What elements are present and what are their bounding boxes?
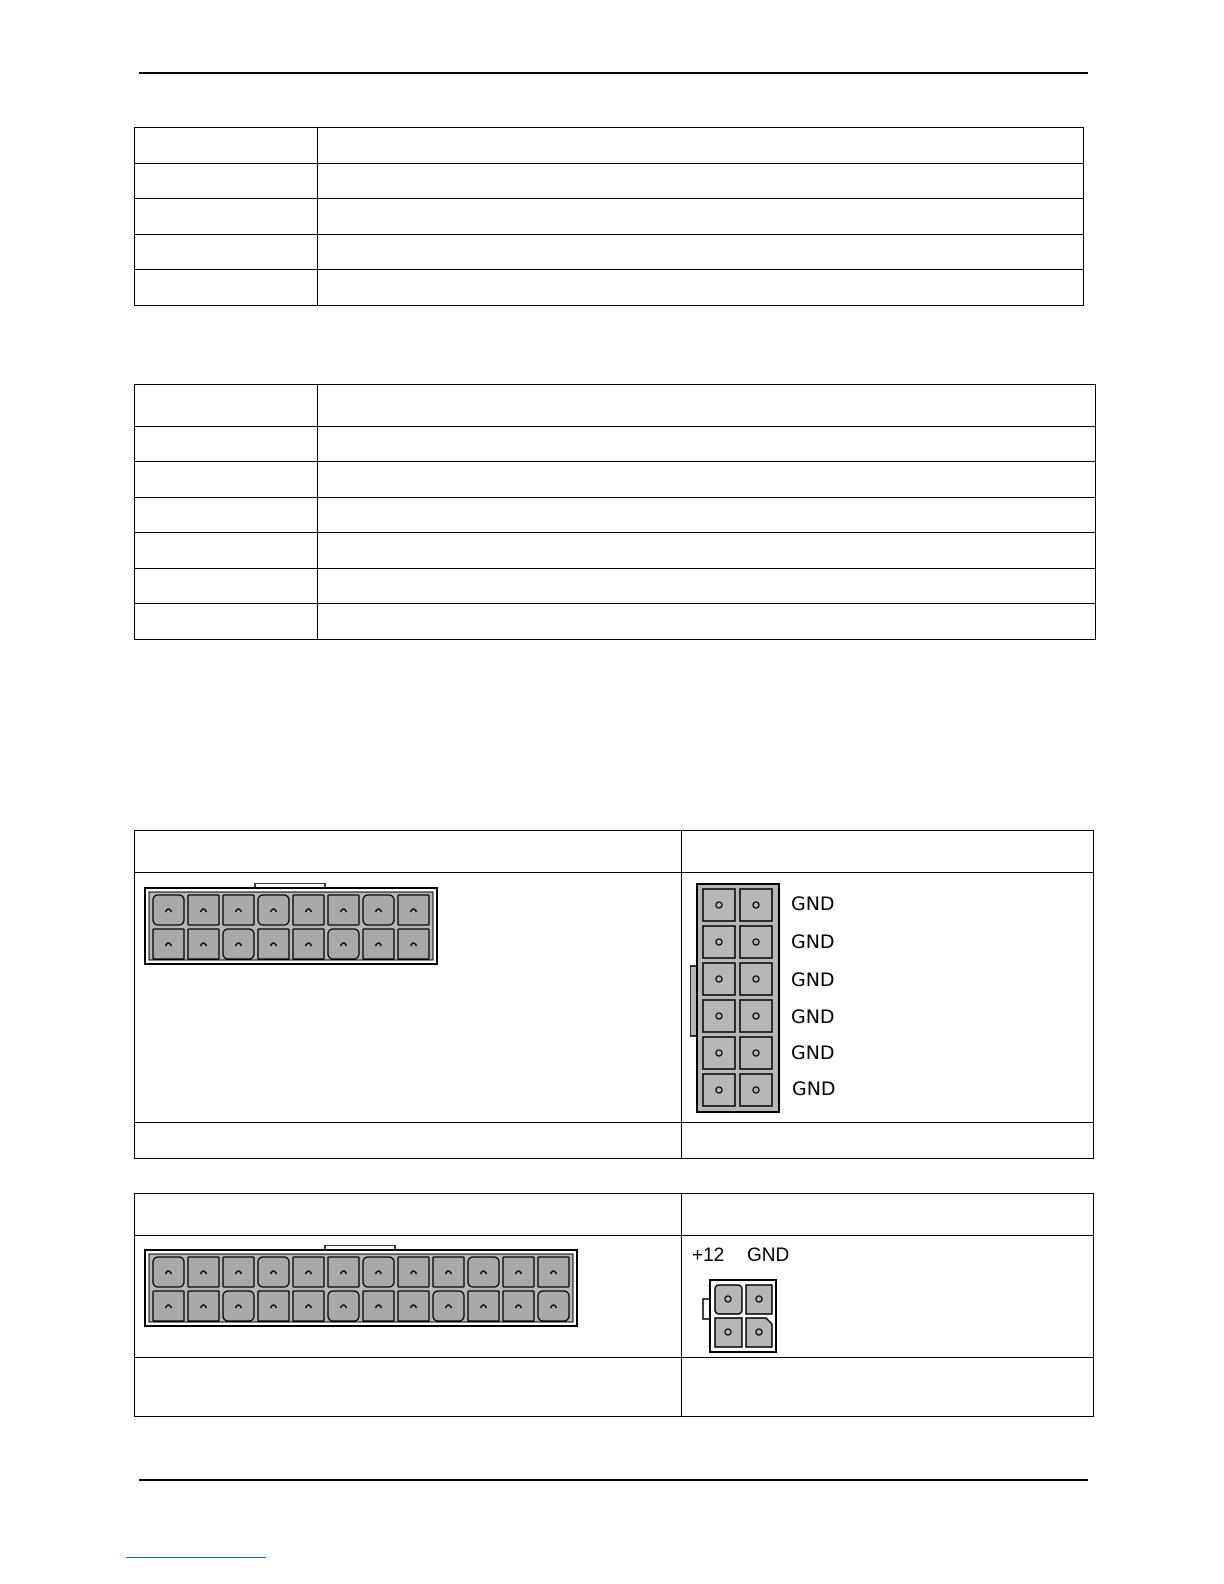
connector-pin — [433, 1257, 464, 1287]
connector-pin — [293, 1257, 324, 1287]
footer-link-underline — [126, 1557, 266, 1558]
connector-pin — [153, 1291, 184, 1321]
connector-pin — [703, 963, 735, 995]
connector-4pin-diagram — [690, 1242, 840, 1362]
connector-pin — [740, 889, 772, 921]
connector-pin — [740, 963, 772, 995]
connector-pin — [188, 895, 219, 925]
pin-label-gnd: GND — [791, 1006, 835, 1028]
connector-pin — [328, 1257, 359, 1287]
connector-pin — [293, 929, 324, 959]
connector-pin — [223, 929, 254, 959]
table-row — [135, 427, 1096, 462]
table-row — [135, 1358, 1094, 1417]
connector-24pin-diagram — [144, 1245, 584, 1335]
connector-pin — [188, 929, 219, 959]
connector-pin — [188, 1257, 219, 1287]
footer-rule — [139, 1479, 1088, 1481]
connector-pin — [398, 929, 429, 959]
table-row — [135, 533, 1096, 569]
connector-pin — [223, 895, 254, 925]
table-row — [135, 569, 1096, 604]
connector-24pin — [145, 1245, 577, 1326]
table-row — [135, 1123, 1094, 1159]
connector-pin — [293, 1291, 324, 1321]
connector-pin — [398, 1291, 429, 1321]
connector-pin — [398, 895, 429, 925]
connector-4pin-cell — [682, 1236, 1094, 1358]
connector-pin — [740, 1037, 772, 1069]
table-row — [135, 270, 1084, 306]
connector-pin — [258, 895, 289, 925]
connector-pin — [433, 1291, 464, 1321]
connector-pin — [538, 1257, 569, 1287]
connector-pin — [503, 1291, 534, 1321]
connector-pin — [398, 1257, 429, 1287]
connector-pin — [223, 1257, 254, 1287]
connector-pin — [328, 1291, 359, 1321]
table-row — [135, 164, 1084, 199]
table-3 — [134, 830, 1094, 1159]
connector-8pin-diagram — [690, 881, 910, 1126]
table-row — [135, 1194, 1094, 1236]
connector-pin — [703, 1037, 735, 1069]
table-4 — [134, 1193, 1094, 1417]
connector-pin — [258, 929, 289, 959]
connector-16pin-diagram — [144, 883, 444, 983]
connector-16pin-cell — [135, 873, 682, 1123]
connector-pin — [153, 1257, 184, 1287]
pin-label-plus12: +12 — [692, 1245, 725, 1266]
table-row — [135, 1236, 1094, 1358]
connector-pin — [328, 929, 359, 959]
table-row — [135, 199, 1084, 235]
connector-pin — [468, 1257, 499, 1287]
pin-label-gnd: GND — [791, 969, 835, 991]
table-row — [135, 385, 1096, 427]
connector-pin — [703, 889, 735, 921]
pin-label-gnd: GND — [791, 931, 835, 953]
connector-pin — [153, 929, 184, 959]
connector-pin — [503, 1257, 534, 1287]
connector-pin — [223, 1291, 254, 1321]
table-row — [135, 831, 1094, 873]
connector-pin — [740, 1000, 772, 1032]
connector-pin — [740, 1074, 772, 1106]
connector-pin — [328, 895, 359, 925]
header-rule — [139, 72, 1088, 74]
connector-24pin-cell — [135, 1236, 682, 1358]
table-row — [135, 604, 1096, 640]
table-row — [135, 873, 1094, 1123]
connector-pin — [468, 1291, 499, 1321]
connector-pin — [293, 895, 324, 925]
connector-pin — [703, 926, 735, 958]
table-2 — [134, 384, 1096, 640]
table-row — [135, 235, 1084, 270]
connector-pin — [703, 1000, 735, 1032]
table-row — [135, 462, 1096, 498]
table-row — [135, 128, 1084, 164]
connector-8pin-cell — [682, 873, 1094, 1123]
connector-pin — [258, 1257, 289, 1287]
connector-pin — [153, 895, 184, 925]
connector-pin — [258, 1291, 289, 1321]
pin-label-gnd: GND — [791, 1042, 835, 1064]
pin-label-gnd: GND — [747, 1245, 790, 1266]
connector-pin — [538, 1291, 569, 1321]
table-row — [135, 498, 1096, 533]
connector-pin — [363, 1257, 394, 1287]
connector-pin — [363, 895, 394, 925]
table-1 — [134, 127, 1084, 306]
pin-label-gnd: GND — [792, 1078, 836, 1100]
connector-pin — [363, 929, 394, 959]
pin-label-gnd: GND — [791, 893, 835, 915]
connector-16pin — [145, 883, 437, 964]
connector-pin — [740, 926, 772, 958]
connector-pin — [363, 1291, 394, 1321]
connector-pin — [703, 1074, 735, 1106]
connector-pin — [188, 1291, 219, 1321]
